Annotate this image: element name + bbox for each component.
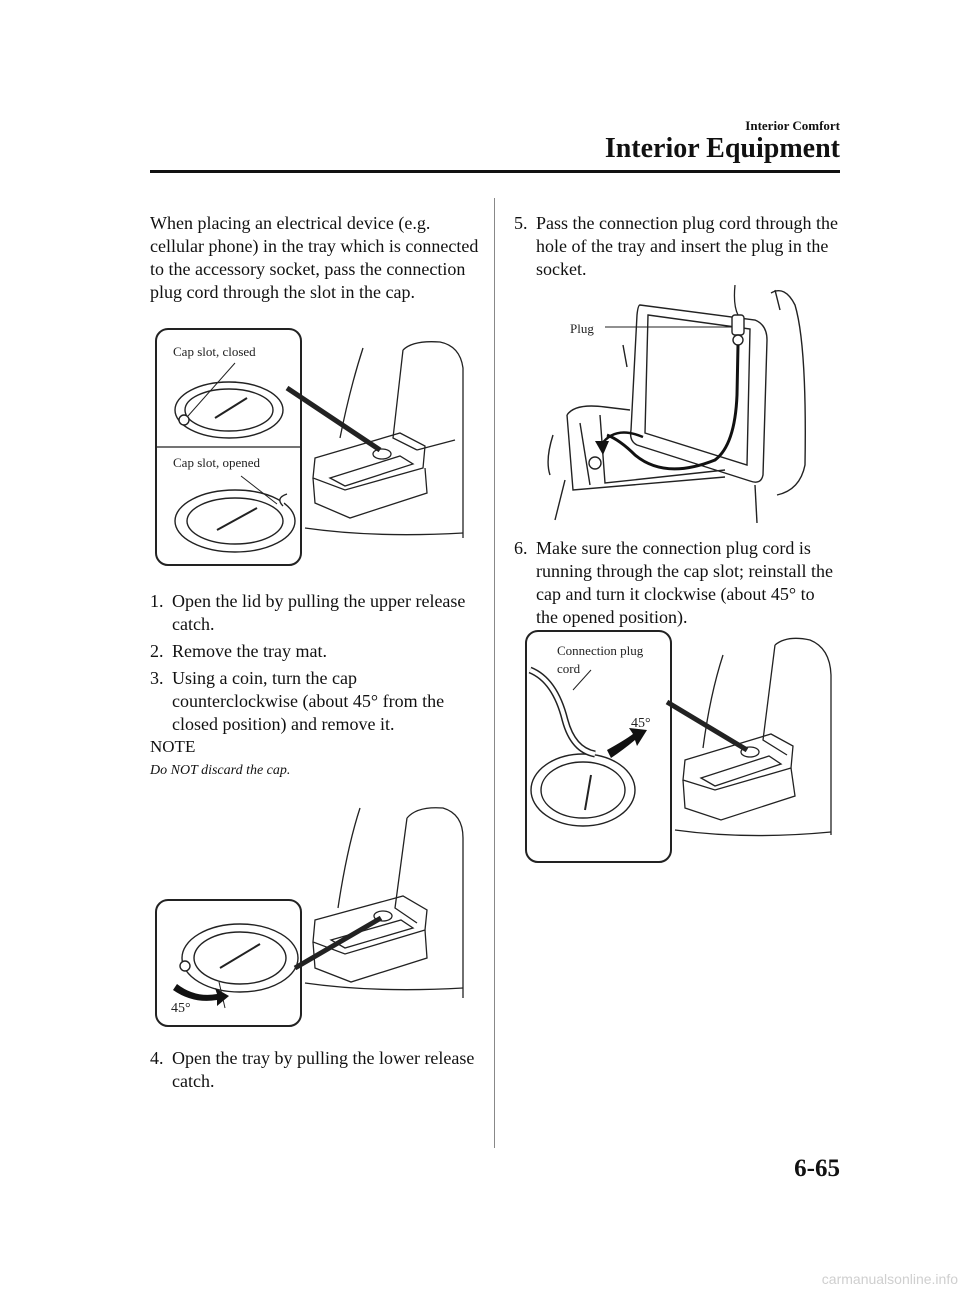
label-angle-45: 45° xyxy=(631,716,651,731)
cap-slot-illustration xyxy=(155,328,465,568)
page-title: Interior Equipment xyxy=(604,133,840,164)
step-text: Make sure the connection plug cord is running through the cap slot; reinstall the cap and turn it clockwise (about 45° to the opened position). xyxy=(536,538,833,627)
step-number: 2. xyxy=(150,641,164,661)
column-divider xyxy=(494,198,495,1148)
step-number: 4. xyxy=(150,1048,164,1068)
step-text: Using a coin, turn the cap counterclockwise (about 45° from the closed position) and remove it. xyxy=(172,668,445,734)
step-number: 1. xyxy=(150,591,164,611)
section-name: Interior Comfort xyxy=(745,118,840,133)
step-text: Pass the connection plug cord through the hole of the tray and insert the plug in the socket. xyxy=(536,213,838,279)
label-cap-slot-closed: Cap slot, closed xyxy=(173,344,256,359)
intro-paragraph: When placing an electrical device (e.g. cellular phone) in the tray which is connected to the accessory socket, pass the connection plug cord through the slot in the cap. xyxy=(150,213,479,302)
label-angle-45: 45° xyxy=(171,1001,191,1016)
step-4 xyxy=(150,1047,480,1093)
label-cap-slot-opened: Cap slot, opened xyxy=(173,455,261,470)
figure-cap-slot xyxy=(155,328,465,568)
figure-remove-cap xyxy=(155,798,465,1030)
remove-cap-illustration xyxy=(155,798,465,1030)
page-number: 6-65 xyxy=(794,1155,840,1182)
step-2 xyxy=(150,640,480,663)
label-connection-plug-line2: cord xyxy=(557,661,581,676)
step-number: 3. xyxy=(150,668,164,688)
step-5 xyxy=(514,212,840,281)
step-text: Open the tray by pulling the lower release catch. xyxy=(172,1048,475,1091)
note-label: NOTE xyxy=(150,737,196,756)
step-number: 6. xyxy=(514,538,528,558)
label-connection-plug-line1: Connection plug xyxy=(557,643,644,658)
step-6 xyxy=(514,537,840,629)
figure-insert-plug xyxy=(545,285,820,527)
step-number: 5. xyxy=(514,213,528,233)
header-rule xyxy=(150,170,840,173)
step-text: Remove the tray mat. xyxy=(172,641,327,661)
step-text: Open the lid by pulling the upper release catch. xyxy=(172,591,466,634)
watermark: carmanualsonline.info xyxy=(821,1271,958,1287)
note-text: Do NOT discard the cap. xyxy=(150,763,291,778)
step-1 xyxy=(150,590,480,636)
figure-reinstall-cap xyxy=(525,630,835,865)
step-3 xyxy=(150,667,480,736)
label-plug: Plug xyxy=(570,321,594,336)
